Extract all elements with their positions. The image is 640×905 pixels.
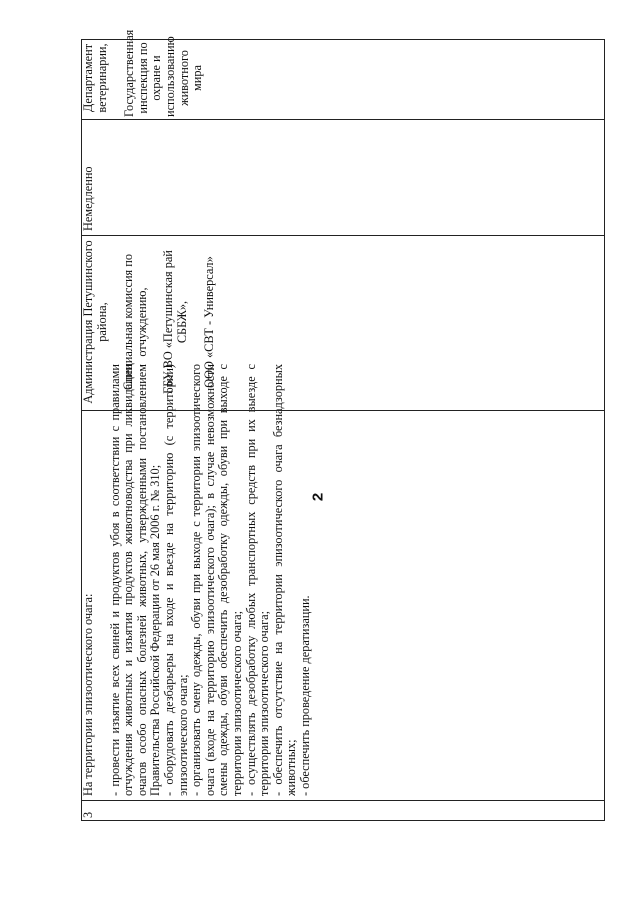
- page-number: 2: [309, 492, 327, 502]
- measure-item: - организовать смену одежды, обуви при выходе с территории эпизоотического очага (входе на территорию эпизоотического очага); в случае невозможности смены одежды, обуви обеспечить дезобработку одежды, обуви при выходе с территории эпизоотического очага;: [189, 364, 244, 796]
- row-number-cell: [81, 801, 605, 821]
- control-item: Департамент ветеринарии,: [81, 43, 109, 113]
- measure-item: - оборудовать дезбарьеры на входе и въезде на территорию (с территории) эпизоотического очага;: [161, 364, 190, 796]
- executor-item: Администрация Петушинского района,: [81, 240, 109, 404]
- executor-item: ООО «СВТ - Универсал»: [201, 256, 216, 388]
- term-text: Немедленно: [81, 166, 95, 231]
- executor-item: Специальная комиссия по отчуждению,: [121, 253, 149, 391]
- control-cell: [81, 29, 605, 120]
- executors-cell: [81, 236, 605, 411]
- measures-cell: [81, 364, 605, 801]
- rotated-table-area: [81, 29, 605, 821]
- executor-item: ГБУ ВО «Петушинская рай СББЖ»,: [161, 250, 189, 394]
- control-item: Государственная инспекция по охране и использованию животного мира: [122, 29, 205, 117]
- row-number: 3: [81, 811, 95, 818]
- measure-item: - обеспечить отсутствие на территории эпизоотического очага безнадзорных животных;: [270, 364, 299, 796]
- measure-item: - обеспечить проведение дератизации.: [297, 595, 312, 796]
- measures-table: [81, 29, 605, 821]
- measure-item: - провести изъятие всех свиней и продуктов убоя в соответствии с правилами отчуждения животных и изъятия продуктов животноводства при ликвидации очагов особо опасных болезней животных, утвержденными постановлением Правительства Российской Федерации от 26 мая 2006 г. № 310;: [107, 364, 163, 796]
- measure-item: - осуществлять дезобработку любых транспортных средств при их выезде с территории эпизоотического очага;: [243, 364, 272, 796]
- measures-header: На территории эпизоотического очага:: [81, 593, 95, 796]
- term-cell: [81, 120, 605, 236]
